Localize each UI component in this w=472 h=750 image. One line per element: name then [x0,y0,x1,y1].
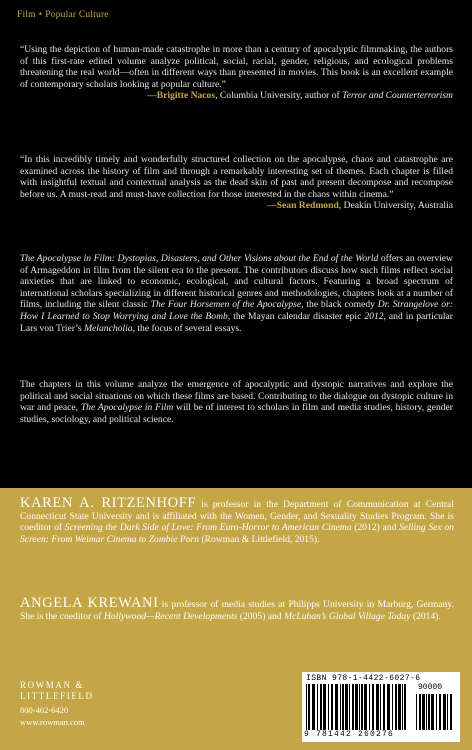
desc-text: will be of interest to scholars in film and media studies, history, gender studies, sociology, and political science. [20,402,453,425]
author-name: KAREN A. RITZENHOFF [20,495,197,511]
quote-attribution [20,90,453,102]
book-title: Hollywood—Recent Developments [103,610,238,622]
addon-barcode-icon [416,694,456,730]
book-title: Selling Sex on Screen: From Weimar Cinema to Zombie Porn [20,522,454,545]
desc-text: The chapters in this volume analyze the emergence of apocalyptic and dystopic narratives and explore the political and social situations on which these films are based. Contributing to the dialogue on dystopic culture in war and peace, [20,379,453,414]
film-title: 2012 [364,310,384,322]
desc-text: , the Mayan calendar disaster epic [227,310,365,322]
category-popular-culture: Popular Culture [45,10,109,20]
barcode-icon [306,684,412,730]
quote-author: —Brigitte Nacos [147,90,216,102]
category-film: Film [17,10,36,20]
bio-text: is professor of media studies at Philipps University in Marburg, Germany. She is the coeditor of [20,599,454,622]
quote-author: —Sean Redmond [267,200,339,212]
publisher-website: www.rowman.com [20,717,85,727]
quote-text: “In this incredibly timely and wonderfully structured collection on the apocalypse, chaos and catastrophe are examined across the history of film and through a remarkably interesting set of themes. Each chapter is filled with insightful textual and contextual analysis as the dead skin of past and present decompose and recompose before us. A must-read and must-have collection for those interested in the chaos within cinema.” [20,154,453,200]
bio-text: is professor in the Department of Communication at Central Connecticut State University and is affiliated with the Women, Gender, and Sexuality Studies Program. She is coeditor of [20,499,454,533]
author-bio-2 [20,595,454,622]
quote-attribution [20,200,453,212]
film-title: Dr. Strangelove or: How I Learned to Stop Worrying and Love the Bomb [20,299,453,322]
publisher-block [20,680,94,728]
endorsement-2 [20,154,453,212]
price-code: 90000 [418,683,443,692]
bio-text: (Rowman & Littlefield, 2015). [199,533,320,545]
ean-digits: 9 781442 260276 [304,730,395,739]
isbn-label: ISBN 978-1-4422-6027-6 [306,674,421,683]
quote-affiliation: , Deakin University, Australia [338,200,453,212]
desc-text: , and in particular Lars von Trier’s [20,310,453,334]
endorsement-1 [20,44,453,102]
desc-text: , the black comedy [301,299,378,311]
author-bio-1 [20,495,454,545]
quote-text: “Using the depiction of human-made catastrophe in more than a century of apocalyptic filmmaking, the authors of this first-rate edited volume analyze political, social, racial, gender, religious, and ecological problems threatening the real world—often in different ways than presented in movies. This book is an excellent example of contemporary scholars looking at popular culture.” [20,44,453,90]
desc-text: , the focus of several essays. [132,322,242,334]
book-title: Screening the Dark Side of Love: From Euro-Horror to American Cinema [64,522,352,533]
publisher-name-line-2: LITTLEFIELD [20,690,94,701]
bio-text: (2014). [410,610,441,622]
category-separator: • [38,10,43,20]
publisher-name-line-1: ROWMAN & [20,680,85,690]
desc-text: offers an overview of Armageddon in film from the silent era to the present. The contributors discuss how such films reflect social anxieties that are linked to economic, ecological, and cultural factors. Featuring a broad spectrum of international scholars specializing in different historical genres and methodologies, chapters look at a number of films, including the silent classic [20,253,453,311]
book-title: McLuhan’s Global Village Today [284,610,411,622]
description-paragraph-2 [20,379,453,425]
quote-work-title: Terror and Counterterrorism [342,90,453,102]
film-title: The Four Horsemen of the Apocalypse [150,299,302,311]
bio-text: (2005) and [237,610,285,622]
bio-text: (2012) and [351,522,400,533]
publisher-phone: 800-462-6420 [20,705,69,715]
description-paragraph-1 [20,253,453,334]
author-name: ANGELA KREWANI [20,595,159,611]
category-line [17,10,109,20]
isbn-barcode [302,672,460,742]
book-title: The Apocalypse in Film [80,402,174,414]
quote-affiliation: , Columbia University, author of [215,90,343,102]
film-title: Melancholia [84,322,133,334]
book-title: The Apocalypse in Film: Dystopias, Disasters, and Other Visions about the End of the World [20,253,379,264]
